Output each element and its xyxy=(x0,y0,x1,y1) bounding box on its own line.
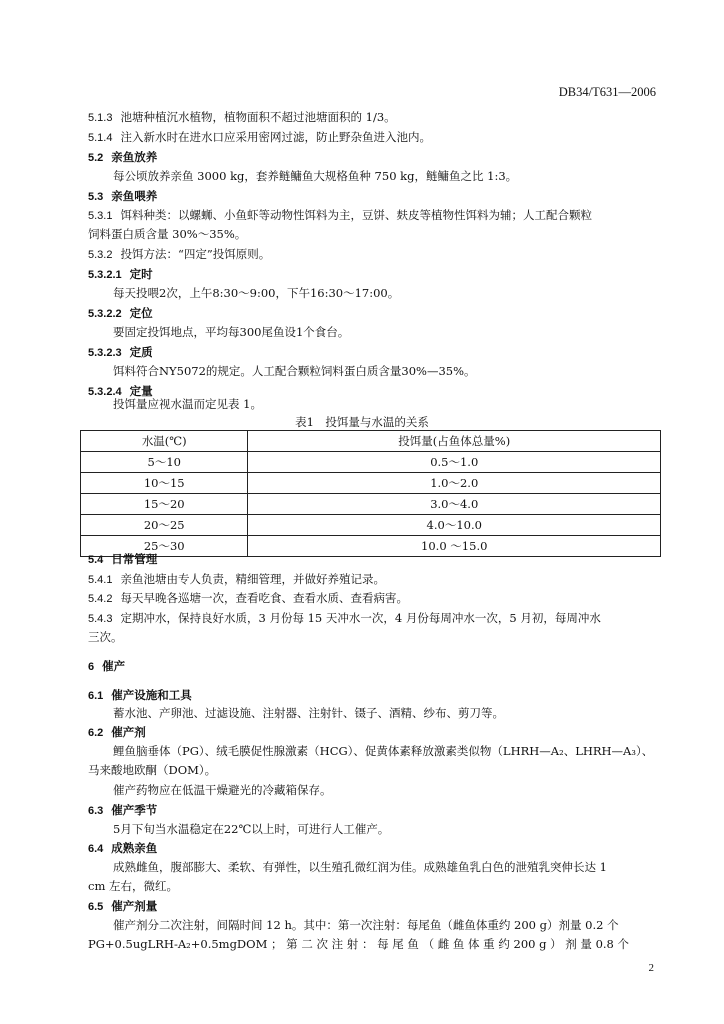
clause-5-4-1 xyxy=(88,572,385,588)
heading-text: 定时 xyxy=(129,267,153,281)
clause-text: 投饵方法：“四定”投饵原则。 xyxy=(120,247,271,261)
clause-number: 5.3 xyxy=(88,191,104,203)
clause-5-3-2 xyxy=(88,247,270,263)
heading-6 xyxy=(88,659,125,675)
paragraph: 每天投喂2次，上午8:30～9:00，下午16:30～17:00。 xyxy=(113,286,400,300)
header-water-temp: 水温(℃) xyxy=(81,431,248,452)
clause-number: 5.3.2 xyxy=(88,249,113,261)
clause-5-4-3 xyxy=(88,611,601,627)
clause-number: 5.2 xyxy=(88,152,104,164)
table-row xyxy=(81,515,661,536)
table-row xyxy=(81,473,661,494)
paragraph: 饵料符合NY5072的规定。人工配合颗粒饲料蛋白质含量30%—35%。 xyxy=(113,364,476,378)
paragraph: 要固定投饵地点，平均每300尾鱼设1个食台。 xyxy=(113,325,350,339)
cell-temp: 15～20 xyxy=(81,494,248,515)
clause-number: 6.3 xyxy=(88,805,104,817)
clause-number: 5.4.2 xyxy=(88,593,113,605)
table-caption: 表1 投饵量与水温的关系 xyxy=(295,415,429,429)
cell-amount: 0.5～1.0 xyxy=(248,452,661,473)
cell-temp: 25～30 xyxy=(81,536,248,557)
clause-number: 5.1.3 xyxy=(88,112,113,124)
heading-5-3-2-2 xyxy=(88,306,153,322)
clause-number: 5.3.2.4 xyxy=(88,386,122,398)
clause-5-1-4 xyxy=(88,130,431,146)
paragraph: 鲤鱼脑垂体（PG）、绒毛膜促性腺激素（HCG）、促黄体素释放激素类似物（LHRH—A₂、LHRH—A₃）、 xyxy=(113,744,654,758)
heading-5-3-2-3 xyxy=(88,345,153,361)
paragraph: 蓄水池、产卵池、过滤设施、注射器、注射针、镊子、酒精、纱布、剪刀等。 xyxy=(113,706,504,720)
heading-6-5 xyxy=(88,899,157,915)
clause-number: 6.5 xyxy=(88,901,104,913)
heading-5-3 xyxy=(88,189,157,205)
paragraph-continuation: cm 左右，微红。 xyxy=(88,879,179,893)
table-row xyxy=(81,536,661,557)
heading-text: 成熟亲鱼 xyxy=(111,841,158,855)
table-row xyxy=(81,494,661,515)
clause-number: 5.4.1 xyxy=(88,574,113,586)
paragraph: 催产剂分二次注射，间隔时间 12 h。其中：第一次注射：每尾鱼（雌鱼体重约 200 g）剂量 0.2 个 xyxy=(113,918,619,932)
paragraph-continuation: 马来酸地欧酮（DOM）。 xyxy=(88,763,217,777)
clause-number: 6.2 xyxy=(88,727,104,739)
clause-text: 定期冲水，保持良好水质，3 月份每 15 天冲水一次，4 月份每周冲水一次，5 月初，每周冲水 xyxy=(120,611,601,625)
cell-temp: 5～10 xyxy=(81,452,248,473)
heading-6-4 xyxy=(88,841,157,857)
heading-text: 催产设施和工具 xyxy=(111,688,192,702)
cell-temp: 20～25 xyxy=(81,515,248,536)
cell-temp: 10～15 xyxy=(81,473,248,494)
paragraph: 投饵量应视水温而定见表 1。 xyxy=(113,397,262,411)
header-feed-amount: 投饵量(占鱼体总量%) xyxy=(248,431,661,452)
clause-number: 5.4.3 xyxy=(88,613,113,625)
heading-6-1 xyxy=(88,688,192,704)
clause-number: 5.3.2.1 xyxy=(88,269,122,281)
clause-text: 池塘种植沉水植物，植物面积不超过池塘面积的 1/3。 xyxy=(120,110,396,124)
paragraph: 5月下旬当水温稳定在22℃以上时，可进行人工催产。 xyxy=(113,822,390,836)
clause-number: 5.3.2.2 xyxy=(88,308,122,320)
clause-number: 5.1.4 xyxy=(88,132,113,144)
heading-text: 催产季节 xyxy=(111,803,158,817)
clause-text: 饵料种类：以螺蛳、小鱼虾等动物性饵料为主，豆饼、麸皮等植物性饵料为辅；人工配合颗粒 xyxy=(120,208,592,222)
clause-number: 5.4 xyxy=(88,554,104,566)
clause-text: 每天早晚各巡塘一次，查看吃食、查看水质、查看病害。 xyxy=(120,591,408,605)
heading-text: 催产剂 xyxy=(111,725,146,739)
heading-6-2 xyxy=(88,725,146,741)
heading-6-3 xyxy=(88,803,157,819)
clause-number: 5.3.1 xyxy=(88,210,113,222)
cell-amount: 10.0 ～15.0 xyxy=(248,536,661,557)
heading-text: 亲鱼放养 xyxy=(111,150,158,164)
table-header-row xyxy=(81,431,661,452)
cell-amount: 3.0～4.0 xyxy=(248,494,661,515)
paragraph: 成熟雌鱼，腹部膨大、柔软、有弹性，以生殖孔微红润为佳。成熟雄鱼乳白色的泄殖乳突伸长达 1 xyxy=(113,860,607,874)
clause-text: 亲鱼池塘由专人负责，精细管理，并做好养殖记录。 xyxy=(120,572,385,586)
cell-amount: 1.0～2.0 xyxy=(248,473,661,494)
heading-5-4 xyxy=(88,552,157,568)
paragraph-continuation: 三次。 xyxy=(88,630,123,644)
heading-text: 催产 xyxy=(102,659,126,673)
clause-number: 5.3.2.3 xyxy=(88,347,122,359)
clause-number: 6 xyxy=(88,661,95,673)
cell-amount: 4.0～10.0 xyxy=(248,515,661,536)
clause-number: 6.1 xyxy=(88,690,104,702)
page-number: 2 xyxy=(648,962,654,974)
clause-5-1-3 xyxy=(88,110,396,126)
heading-text: 日常管理 xyxy=(111,552,158,566)
clause-text: 注入新水时在进水口应采用密网过滤，防止野杂鱼进入池内。 xyxy=(120,130,431,144)
heading-text: 亲鱼喂养 xyxy=(111,189,158,203)
heading-5-2 xyxy=(88,150,157,166)
clause-5-4-2 xyxy=(88,591,408,607)
heading-text: 定质 xyxy=(129,345,153,359)
clause-5-3-1 xyxy=(88,208,592,224)
table-row xyxy=(81,452,661,473)
standard-code: DB34/T631—2006 xyxy=(558,85,656,99)
heading-5-3-2-1 xyxy=(88,267,153,283)
heading-text: 定量 xyxy=(129,384,153,398)
paragraph-continuation: 饲料蛋白质含量 30%～35%。 xyxy=(88,227,247,241)
feeding-table xyxy=(80,430,661,557)
heading-text: 催产剂量 xyxy=(111,899,158,913)
paragraph-continuation: PG+0.5ugLRH-A₂+0.5mgDOM ； 第 二 次 注 射 ： 每 尾 鱼 （ 雌 鱼 体 重 约 200 g ） 剂 量 0.8 个 xyxy=(88,937,630,951)
paragraph: 催产药物应在低温干燥避光的冷藏箱保存。 xyxy=(113,783,332,797)
paragraph: 每公顷放养亲鱼 3000 kg，套养鲢鳙鱼大规格鱼种 750 kg，鲢鳙鱼之比 1:3。 xyxy=(113,169,518,183)
clause-number: 6.4 xyxy=(88,843,104,855)
heading-text: 定位 xyxy=(129,306,153,320)
